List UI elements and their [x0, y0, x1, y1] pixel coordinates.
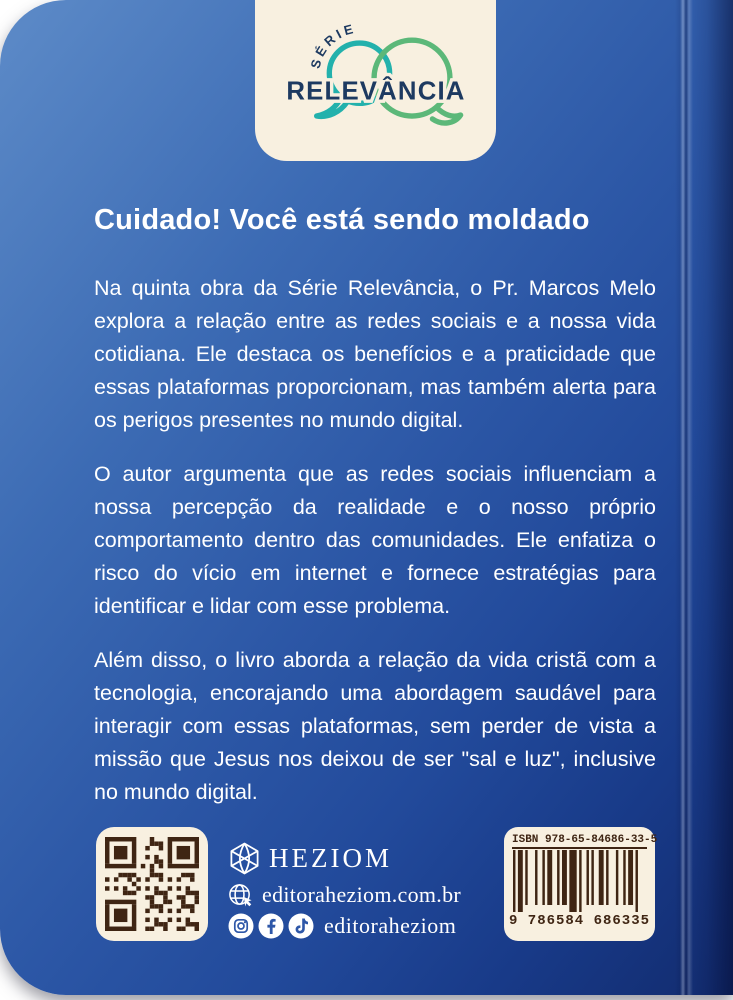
- back-cover-text: [94, 202, 656, 830]
- heziom-logo-icon: [228, 842, 261, 875]
- publisher-social-row: [228, 913, 478, 939]
- series-name: RELEVÂNCIA: [285, 76, 466, 105]
- series-label: SÉRIE: [307, 20, 358, 70]
- social-handle: editoraheziom: [324, 913, 457, 938]
- barcode: [504, 827, 658, 941]
- headline: Cuidado! Você está sendo moldado: [94, 204, 590, 236]
- barcode-bars: [512, 849, 647, 913]
- tiktok-icon: [288, 913, 314, 939]
- synopsis-paragraph-2: O autor argumenta que as redes sociais influenciam a nossa percepção da realidade e o nosso próprio comportamento dentro das comunidades. Ele enfatiza o risco do vício em internet e fornece estratégias para identificar e lidar com esse problema.: [94, 462, 656, 618]
- barcode-digits: 9 786584 686335: [508, 913, 651, 929]
- synopsis-paragraph-3: Além disso, o livro aborda a relação da vida cristã com a tecnologia, encorajando uma abordagem saudável para interagir com essas plataformas, sem perder de vista a missão que Jesus nos deixou de ser "sal e luz", inclusive no mundo digital.: [94, 648, 656, 804]
- publisher-website-row: [228, 882, 478, 908]
- publisher-brand-row: [228, 842, 478, 875]
- globe-cursor-icon: [228, 883, 253, 908]
- qr-code: [96, 827, 208, 941]
- publisher-name: HEZIOM: [269, 843, 392, 873]
- publisher-block: [228, 842, 478, 939]
- qr-code-pattern: [105, 837, 199, 931]
- spine-fold: [675, 0, 733, 995]
- isbn-label: ISBN 978-65-84686-33-5: [512, 834, 647, 849]
- series-logo-badge: [255, 0, 496, 161]
- social-icons: [228, 913, 314, 939]
- facebook-icon: [258, 913, 284, 939]
- instagram-icon: [228, 913, 254, 939]
- synopsis-paragraph-1: Na quinta obra da Série Relevância, o Pr. Marcos Melo explora a relação entre as redes sociais e a nossa vida cotidiana. Ele destaca os benefícios e a praticidade que essas plataformas proporcionam, mas também alerta para os perigos presentes no mundo digital.: [94, 276, 656, 432]
- publisher-website: editoraheziom.com.br: [262, 882, 462, 907]
- series-relevancia-logo: [269, 11, 483, 151]
